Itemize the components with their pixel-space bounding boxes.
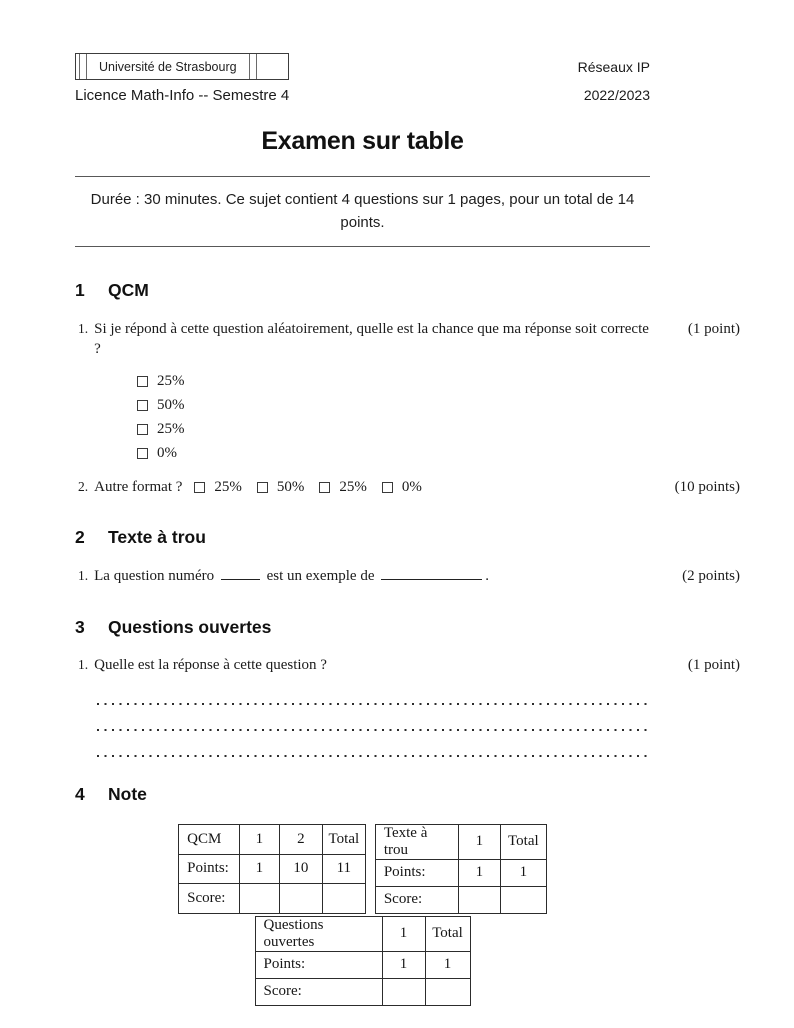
section-title: Note — [108, 783, 147, 804]
qcm-q1-option-1 — [137, 370, 740, 394]
qcm-q2-option-2 — [257, 478, 305, 498]
separator-rule-bottom — [75, 246, 650, 247]
fill-in-blank-short — [221, 567, 260, 580]
table-cell: QCM — [179, 824, 240, 854]
table-row — [375, 886, 546, 913]
section-heading-note — [75, 784, 740, 805]
section-number: 1 — [75, 280, 85, 300]
qcm-question-2 — [75, 478, 740, 498]
table-cell: Score: — [179, 884, 240, 914]
answer-area — [97, 703, 740, 757]
qcm-q2-option-2-checkbox[interactable] — [257, 482, 268, 493]
qcm-q1-option-3-checkbox[interactable] — [137, 424, 148, 435]
section-number: 4 — [75, 783, 85, 804]
score-empty-cell — [279, 884, 322, 914]
section-number: 2 — [75, 527, 85, 548]
table-cell: 1 — [382, 951, 425, 978]
qcm-q2-option-3-checkbox[interactable] — [319, 482, 330, 493]
table-cell: Questions ouvertes — [255, 916, 382, 951]
option-label: 50% — [276, 478, 305, 495]
question-points: (2 points) — [682, 568, 740, 585]
university-logo — [75, 53, 289, 80]
question-points: (1 point) — [687, 321, 740, 337]
qcm-q2-option-4-checkbox[interactable] — [382, 482, 393, 493]
table-row — [255, 951, 470, 978]
table-row — [255, 978, 470, 1005]
answer-dotted-line-1 — [97, 703, 650, 705]
questions-ouvertes-question-1 — [75, 656, 740, 676]
question-text: Quelle est la réponse à cette question ? — [94, 657, 327, 674]
score-empty-cell — [425, 978, 470, 1005]
qcm-q2-option-1-checkbox[interactable] — [194, 482, 205, 493]
table-cell: Total — [322, 824, 365, 854]
qcm-q1-option-1-checkbox[interactable] — [137, 376, 148, 387]
qcm-q1-option-3 — [137, 418, 740, 442]
option-label: 25% — [214, 478, 242, 495]
table-cell: Score: — [255, 978, 382, 1005]
exam-instructions: Durée : 30 minutes. Ce sujet contient 4 questions sur 1 pages, pour un total de 14 points. — [90, 191, 635, 231]
academic-year: 2022/2023 — [583, 87, 650, 103]
table-cell: 2 — [279, 824, 322, 854]
score-empty-cell — [239, 884, 279, 914]
option-label: 0% — [157, 445, 177, 462]
table-cell: Score: — [375, 886, 458, 913]
question-text: Si je répond à cette question aléatoirement, quelle est la chance que ma réponse soit correcte ? — [94, 321, 649, 357]
table-cell: Total — [500, 824, 546, 859]
section-heading-questions-ouvertes — [75, 617, 740, 638]
table-cell: Total — [425, 916, 470, 951]
table-cell: 10 — [279, 854, 322, 884]
table-cell: 1 — [500, 859, 546, 886]
table-cell: Points: — [375, 859, 458, 886]
table-row — [179, 884, 366, 914]
qcm-q2-option-3 — [319, 478, 367, 498]
section-title: QCM — [108, 280, 149, 300]
qcm-q1-option-2-checkbox[interactable] — [137, 400, 148, 411]
section-heading-qcm — [75, 280, 740, 301]
score-table-texte-a-trou — [375, 824, 547, 914]
qcm-q1-options — [137, 370, 740, 466]
section-title: Questions ouvertes — [108, 617, 272, 638]
option-label: 0% — [401, 478, 422, 495]
question-text: Autre format ? — [94, 478, 183, 495]
texte-a-trou-question-1 — [75, 567, 740, 587]
table-row — [255, 916, 470, 951]
table-cell: 11 — [322, 854, 365, 884]
score-table-questions-ouvertes — [255, 916, 471, 1006]
option-label: 25% — [339, 478, 367, 495]
table-cell: 1 — [239, 854, 279, 884]
program-line: Licence Math-Info -- Semestre 4 — [75, 87, 290, 104]
page-header — [75, 53, 650, 104]
qcm-q1-option-2 — [137, 394, 740, 418]
table-cell: 1 — [458, 859, 500, 886]
question-points: (1 point) — [687, 657, 740, 674]
answer-dotted-line-2 — [97, 729, 650, 731]
qcm-q2-option-4 — [382, 478, 422, 498]
section-heading-texte-a-trou — [75, 527, 740, 548]
logo-bars-right-icon — [246, 54, 260, 79]
score-table-qcm — [178, 824, 366, 914]
table-row — [179, 824, 366, 854]
table-cell: Points: — [255, 951, 382, 978]
question-text-suffix: . — [485, 568, 489, 585]
table-row — [179, 854, 366, 884]
table-cell: 1 — [382, 916, 425, 951]
qcm-q1-option-4 — [137, 442, 740, 466]
question-number: 1. — [78, 568, 89, 584]
section-title: Texte à trou — [108, 527, 206, 548]
option-label: 25% — [157, 421, 185, 438]
table-cell: 1 — [239, 824, 279, 854]
course-name: Réseaux IP — [577, 58, 650, 75]
score-empty-cell — [322, 884, 365, 914]
question-points: (10 points) — [674, 478, 740, 495]
option-label: 50% — [157, 397, 185, 414]
answer-dotted-line-3 — [97, 755, 650, 757]
university-name: Université de Strasbourg — [99, 59, 237, 74]
fill-in-blank-long — [381, 567, 482, 580]
table-cell: Points: — [179, 854, 240, 884]
question-text-part2: est un exemple de — [266, 568, 375, 585]
question-number: 2. — [78, 478, 89, 494]
option-label: 25% — [157, 373, 185, 390]
table-row — [375, 859, 546, 886]
score-tables — [75, 824, 650, 1006]
document-title: Examen sur table — [261, 127, 464, 155]
table-cell: 1 — [425, 951, 470, 978]
logo-bars-left-icon — [76, 54, 90, 79]
score-empty-cell — [500, 886, 546, 913]
table-row — [375, 824, 546, 859]
qcm-question-1 — [75, 320, 740, 360]
question-number: 1. — [78, 321, 89, 336]
qcm-q2-options — [194, 478, 437, 498]
score-empty-cell — [458, 886, 500, 913]
section-number: 3 — [75, 617, 85, 638]
question-number: 1. — [78, 657, 89, 673]
table-cell: Texte à trou — [375, 824, 458, 859]
table-cell: 1 — [458, 824, 500, 859]
qcm-q1-option-4-checkbox[interactable] — [137, 448, 148, 459]
qcm-q2-option-1 — [194, 478, 242, 498]
separator-rule-top — [75, 176, 650, 177]
score-empty-cell — [382, 978, 425, 1005]
question-text-part1: La question numéro — [94, 568, 215, 585]
